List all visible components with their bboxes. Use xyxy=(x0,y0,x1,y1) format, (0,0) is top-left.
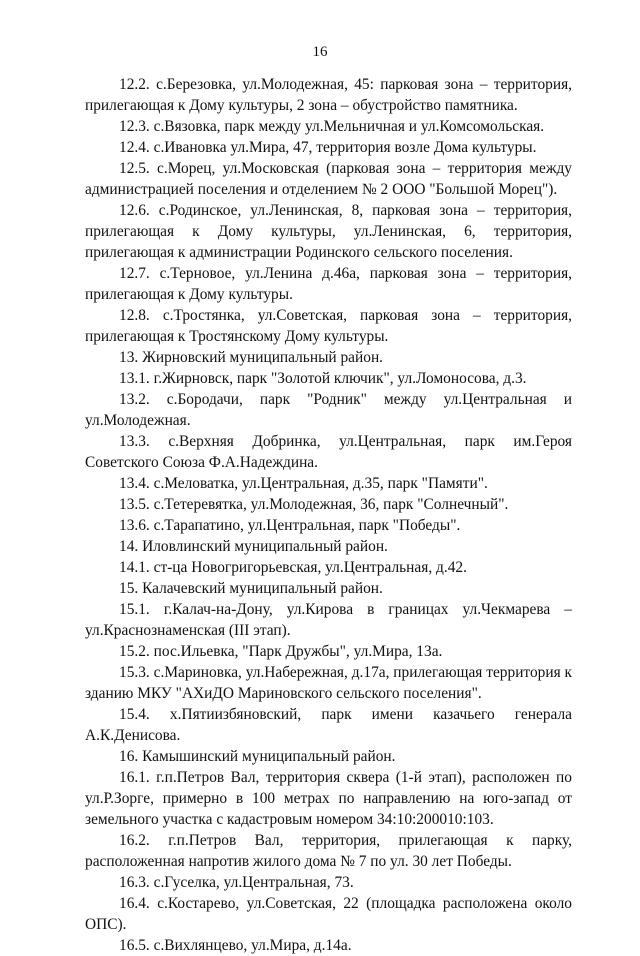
paragraph-12-3: 12.3. с.Вязовка, парк между ул.Мельничная и ул.Комсомольская. xyxy=(119,118,545,135)
paragraph-14-1: 14.1. ст-ца Новогригорьевская, ул.Центральная, д.42. xyxy=(119,559,467,576)
paragraph-16-5: 16.5. с.Вихлянцево, ул.Мира, д.14а. xyxy=(119,937,352,954)
paragraph-12-4: 12.4. с.Ивановка ул.Мира, 47, территория возле Дома культуры. xyxy=(119,139,537,156)
paragraph-13-2: 13.2. с.Бородачи, парк "Родник" между ул.Центральная и ул.Молодежная. xyxy=(85,391,572,429)
paragraph-15-1: 15.1. г.Калач-на-Дону, ул.Кирова в границах ул.Чекмарева – ул.Краснознаменская (III этап). xyxy=(85,601,572,639)
paragraph-12-8: 12.8. с.Тростянка, ул.Советская, парковая зона – территория, прилегающая к Тростянскому Дому культуры. xyxy=(85,307,572,345)
paragraph-16-2: 16.2. г.п.Петров Вал, территория, прилегающая к парку, расположенная напротив жилого дома № 7 по ул. 30 лет Победы. xyxy=(85,832,572,870)
paragraph-12-2: 12.2. с.Березовка, ул.Молодежная, 45: парковая зона – территория, прилегающая к Дому культуры, 2 зона – обустройство памятника. xyxy=(85,76,572,114)
paragraph-16-3: 16.3. с.Гуселка, ул.Центральная, 73. xyxy=(119,874,354,891)
paragraph-13-1: 13.1. г.Жирновск, парк "Золотой ключик", ул.Ломоносова, д.3. xyxy=(119,370,527,387)
section-heading-14: 14. Иловлинский муниципальный район. xyxy=(119,538,388,555)
paragraph-15-2: 15.2. пос.Ильевка, "Парк Дружбы", ул.Мира, 13а. xyxy=(119,643,443,660)
section-heading-15: 15. Калачевский муниципальный район. xyxy=(119,580,383,597)
section-heading-13: 13. Жирновский муниципальный район. xyxy=(119,349,384,366)
paragraph-16-1: 16.1. г.п.Петров Вал, территория сквера (1-й этап), расположен по ул.Р.Зорге, примерно в 100 метрах по направлению на юго-запад от земельного участка с кадастровым номером 34:10:200010:103. xyxy=(85,769,572,828)
page-number: 16 xyxy=(312,44,328,60)
paragraph-15-3: 15.3. с.Мариновка, ул.Набережная, д.17а, прилегающая территория к зданию МКУ "АХиДО Мариновского сельского поселения". xyxy=(85,664,572,702)
section-heading-16: 16. Камышинский муниципальный район. xyxy=(119,748,396,765)
paragraph-13-3: 13.3. с.Верхняя Добринка, ул.Центральная, парк им.Героя Советского Союза Ф.А.Надеждина. xyxy=(85,433,572,471)
paragraph-12-6: 12.6. с.Родинское, ул.Ленинская, 8, парковая зона – территория, прилегающая к Дому культуры, ул.Ленинская, 6, территория, прилегающая к администрации Родинского сельского поселения. xyxy=(85,202,572,261)
document-body xyxy=(85,74,572,956)
paragraph-15-4: 15.4. х.Пятиизбяновский, парк имени казачьего генерала А.К.Денисова. xyxy=(85,706,572,744)
paragraph-13-4: 13.4. с.Меловатка, ул.Центральная, д.35, парк "Памяти". xyxy=(119,475,488,492)
paragraph-16-4: 16.4. с.Костарево, ул.Советская, 22 (площадка расположена около ОПС). xyxy=(85,895,572,933)
paragraph-12-5: 12.5. с.Морец, ул.Московская (парковая зона – территория между администрацией поселения и отделением № 2 ООО "Большой Морец"). xyxy=(85,160,572,198)
paragraph-13-5: 13.5. с.Тетеревятка, ул.Молодежная, 36, парк "Солнечный". xyxy=(119,496,509,513)
paragraph-13-6: 13.6. с.Тарапатино, ул.Центральная, парк "Победы". xyxy=(119,517,461,534)
paragraph-12-7: 12.7. с.Терновое, ул.Ленина д.46а, парковая зона – территория, прилегающая к Дому культуры. xyxy=(85,265,572,303)
